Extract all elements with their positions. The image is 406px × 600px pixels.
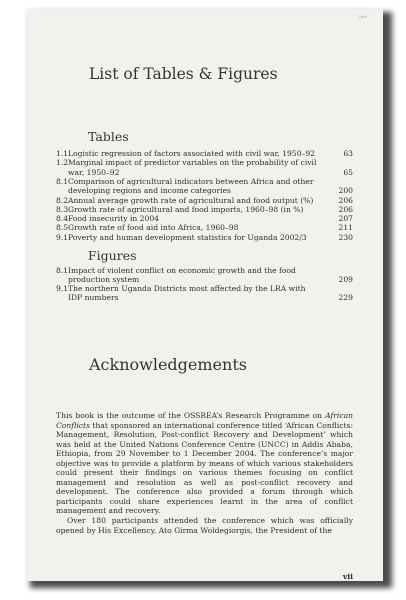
entry-page-number: 211 [338, 223, 353, 233]
paragraph-italic-text: African Conflicts [56, 411, 353, 430]
entry-page-number: 206 [338, 204, 353, 214]
table-entry [56, 149, 353, 158]
entry-number: 8.1 [56, 265, 69, 275]
entry-page-number: 206 [338, 195, 353, 205]
entry-title-line: The northern Uganda Districts most affected by the LRA with [68, 284, 306, 294]
page-title: List of Tables & Figures [89, 65, 278, 83]
book-page [27, 9, 383, 581]
entry-number: 8.3 [56, 204, 69, 214]
paragraph-text: that sponsored an international conference titled ‘African Conflicts: Management, Resolution, Post-conflict Recovery and Development’ which was held at the United Nations Conference Centre (UNCC) in Addis Ababa, Ethiopia, from 29 November to 1 December 2004. The conference’s major objective was to provide a platform by means of which various stakeholders could present their findings on various themes focusing on conflict management and resolution as well as post-conflict recovery and development. The conference also provided a forum through which participants could share experiences learnt in the area of conflict management and recovery. [56, 420, 353, 515]
paragraph-text: Over 180 participants attended the conference which was officially opened by His Excellency, Ato Girma Woldegiorgis, the President of the [56, 516, 353, 535]
entry-title-line: Impact of violent conflict on economic growth and the food [68, 265, 296, 275]
entry-number: 8.1 [56, 176, 69, 186]
entry-title-line: developing regions and income categories [68, 186, 231, 196]
entry-page-number: 65 [343, 167, 353, 177]
table-entry [56, 233, 353, 242]
figure-entry [56, 266, 353, 285]
table-entry [56, 177, 353, 196]
entry-page-number: 209 [338, 274, 353, 284]
table-entry [56, 223, 353, 232]
acknowledgements-paragraph [56, 411, 353, 516]
entry-number: 8.2 [56, 195, 69, 205]
running-header: Table [358, 15, 367, 19]
entry-page-number: 63 [343, 149, 353, 158]
entry-title: Annual average growth rate of agricultural and food output (%) [68, 195, 314, 205]
entry-title: Growth rate of agricultural and food imports, 1960–98 (in %) [68, 204, 304, 214]
entry-title-line: Marginal impact of predictor variables on the probability of civil [68, 158, 317, 168]
table-entry [56, 158, 353, 177]
entry-title-line: war, 1950–92 [68, 167, 120, 177]
tables-heading: Tables [88, 129, 129, 144]
entry-number: 1.2 [56, 158, 69, 168]
figures-heading: Figures [88, 248, 137, 263]
entry-title: Poverty and human development statistics for Uganda 2002/3 [68, 232, 307, 242]
figure-entry [56, 284, 353, 303]
entry-title-line: IDP numbers [68, 293, 119, 303]
entry-title: Food insecurity in 2004 [68, 214, 159, 224]
entry-title: Logistic regression of factors associated with civil war, 1950–92 [68, 149, 315, 158]
entry-number: 9.1 [56, 284, 69, 294]
entry-number: 9.1 [56, 232, 69, 242]
entry-title: Growth rate of food aid into Africa, 1960–98 [68, 223, 239, 233]
entry-page-number: 207 [338, 214, 353, 224]
entry-page-number: 200 [338, 186, 353, 196]
entry-title-line: production system [68, 274, 140, 284]
entry-page-number: 230 [338, 232, 353, 242]
acknowledgements-heading: Acknowledgements [89, 355, 247, 374]
entry-number: 8.4 [56, 214, 69, 224]
table-entry [56, 196, 353, 205]
entry-title-line: Comparison of agricultural indicators between Africa and other [68, 176, 314, 186]
paragraph-text: This book is the outcome of the OSSREA’s Research Programme on [56, 411, 326, 420]
entry-number: 1.1 [56, 149, 69, 158]
entry-number: 8.5 [56, 223, 69, 233]
page-number: vii [342, 572, 353, 581]
table-entry [56, 214, 353, 223]
entry-page-number: 229 [338, 293, 353, 303]
table-entry [56, 205, 353, 214]
acknowledgements-paragraph [56, 516, 353, 535]
